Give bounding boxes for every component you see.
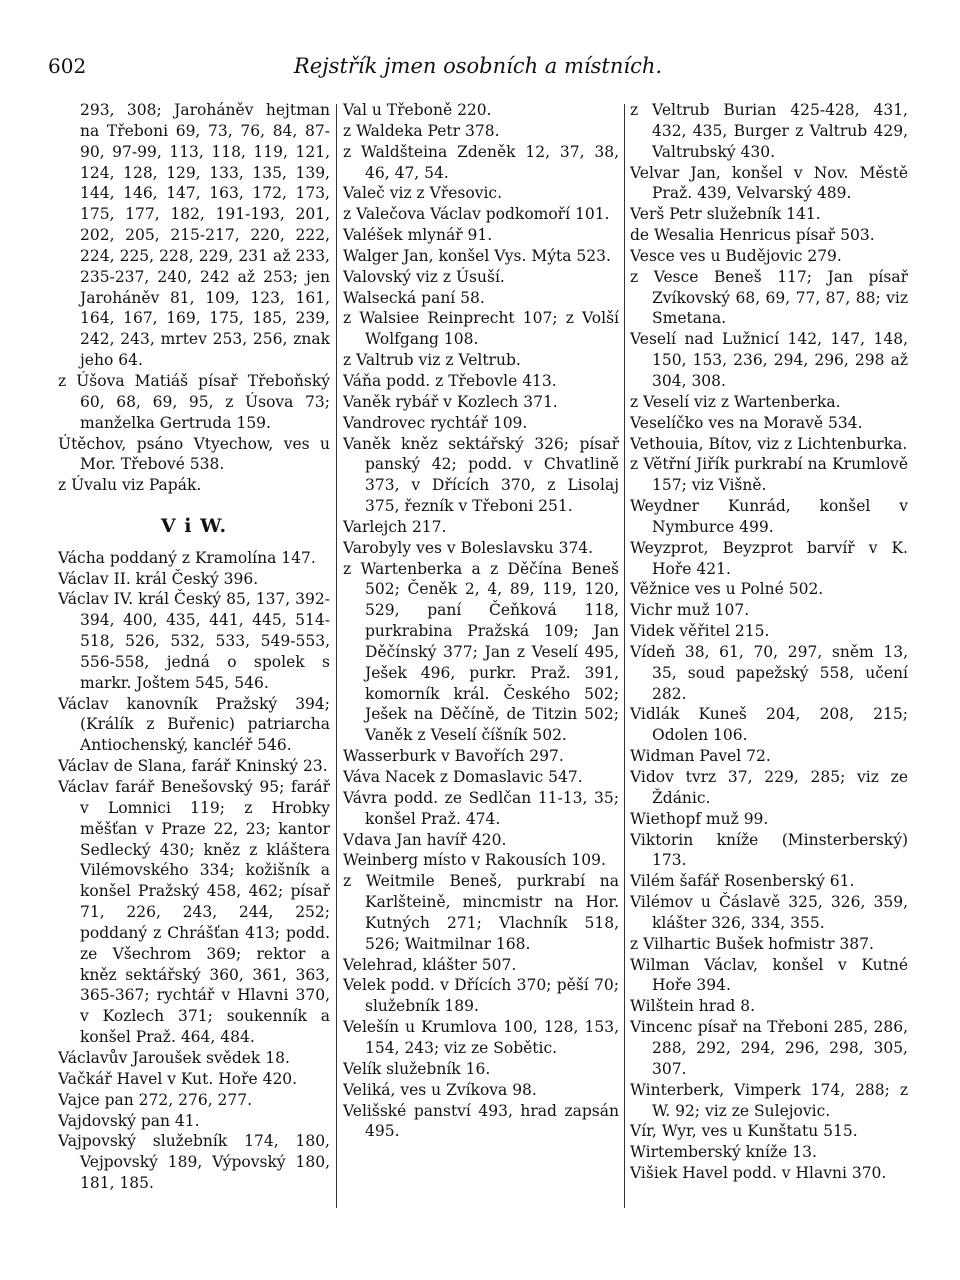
index-entry: Veselí nad Lužnicí 142, 147, 148, 150, 153, 236, 294, 296, 298 až 304, 308. [630,330,908,390]
index-entry: z Waldeka Petr 378. [343,121,500,140]
index-entry: Verš Petr služebník 141. [630,205,821,224]
running-title: Rejstřík jmen osobních a místních. [293,54,663,78]
index-entry: Vír, Wyr, ves u Kunštatu 515. [630,1122,858,1141]
index-entry: Veliká, ves u Zvíkova 98. [343,1080,537,1099]
index-entry: Velešín u Krumlova 100, 128, 153, 154, 243; viz ze Sobětic. [343,1018,619,1057]
index-entry: Videk věřitel 215. [630,622,770,641]
index-entry: Widman Pavel 72. [630,747,771,766]
index-entry: 293, 308; Jaroháněv hejtman na Třeboni 69, 73, 76, 84, 87-90, 97-99, 113, 118, 119, 121, 124, 128, 129, 133, 135, 139, 144, 146, 147, 163, 172, 173, 175, 177, 182, 191-193, 201, 202, 205, 215-217, 220, 222, 224, 225, 228, 229, 231 až 233, 235-237, 240, 242 až 253; jen Jaroháněv 81, 109, 123, 161, 164, 167, 169, 175, 185, 239, 242, 243, mrtev 253, 256, znak jeho 64. [80,101,330,370]
index-entry: Vichr muž 107. [630,601,750,620]
index-entry: Višiek Havel podd. v Hlavni 370. [630,1164,887,1183]
index-entry: Václav IV. král Český 85, 137, 392-394, 400, 435, 441, 445, 514-518, 526, 532, 533, 549-553, 556-558, jedná o spolek s markr. Joštem 545, 546. [58,590,330,692]
index-entry: Vaněk kněz sektářský 326; písař panský 42; podd. v Chvatlině 373, v Dřících 370, z Lisolaj 375, řezník v Třeboni 251. [343,434,619,516]
index-entry: z Veltrub Burian 425-428, 431, 432, 435, Burger z Valtrub 429, Valtrubský 430. [630,101,908,161]
index-entry: Wirtemberský kníže 13. [630,1143,817,1162]
index-entry: Vávra podd. ze Sedlčan 11-13, 35; konšel Praž. 474. [343,788,619,828]
index-entry: Wiethopf muž 99. [630,809,769,828]
index-entry: Viktorin kníže (Minsterberský) 173. [630,830,908,870]
index-entry: Vajdovský pan 41. [58,1111,200,1130]
column-3 [630,100,908,1212]
index-entry: z Veselí viz z Wartenberka. [630,392,841,411]
index-entry: Walsecká paní 58. [343,288,485,307]
index-entry: Varobyly ves v Boleslavsku 374. [343,538,594,557]
section-heading: V i W. [160,515,228,538]
column-2 [343,100,619,1212]
index-entry: z Weitmile Beneš, purkrabí na Karlšteině, mincmistr na Hor. Kutných 271; Vlachník 518, 526; Waitmilnar 168. [343,872,619,953]
index-columns [58,100,908,1212]
index-entry: Vincenc písař na Třeboni 285, 286, 288, 292, 294, 296, 298, 305, 307. [630,1018,908,1078]
column-2-entries [343,100,619,1142]
index-entry: Weyzprot, Beyzprot barvíř v K. Hoře 421. [630,538,908,578]
index-entry: Vethouia, Bítov, viz z Lichtenburka. [630,434,908,453]
index-entry: Wasserburk v Bavořích 297. [343,747,564,766]
index-entry: Vajpovský služebník 174, 180, Vejpovský 189, Výpovský 180, 181, 185. [58,1132,330,1193]
index-entry: Václav kanovník Pražský 394; (Králík z Buřenic) patriarcha Antiochenský, kancléř 546. [58,694,330,755]
index-entry: Winterberk, Vimperk 174, 288; z W. 92; viz ze Sulejovic. [630,1080,908,1120]
index-entry: Weydner Kunrád, konšel v Nymburce 499. [630,497,908,536]
index-entry: Věžnice ves u Polné 502. [630,580,824,599]
index-entry: Vídeň 38, 61, 70, 297, sněm 13, 35, soud papežský 558, učení 282. [630,642,908,703]
index-entry: z Wartenberka a z Děčína Beneš 502; Čeněk 2, 4, 89, 119, 120, 529, paní Čeňková 118, purkrabina Pražská 109; Jan Děčínský 377; Jan z Veselí 495, Ješek 496, purkr. Praž. 391, komorník král. Českého 502; Ješek na Děčíně, de Titzin 502; Vaněk z Veselí číšník 502. [343,559,619,745]
index-entry: Velišské panství 493, hrad zapsán 495. [343,1101,619,1141]
index-entry: Velík služebník 16. [343,1059,491,1078]
index-entry: Václav II. král Český 396. [58,569,259,588]
index-entry: Váňa podd. z Třebovle 413. [343,371,557,390]
column-1 [58,100,330,1212]
index-entry: Vajce pan 272, 276, 277. [58,1090,253,1109]
column-divider-1 [336,104,337,1208]
index-entry: Václav de Slana, farář Kninský 23. [58,757,328,776]
index-entry: Vidlák Kuneš 204, 208, 215; Odolen 106. [630,705,908,745]
index-entry: Valéšek mlynář 91. [343,226,493,245]
index-entry: Varlejch 217. [343,517,447,536]
index-entry: z Valtrub viz z Veltrub. [343,351,521,370]
index-entry: z Waldšteina Zdeněk 12, 37, 38, 46, 47, 54. [343,142,619,182]
index-entry: z Úšova Matiáš písař Třeboňský 60, 68, 69, 95, z Úsova 73; manželka Gertruda 159. [58,371,330,432]
index-entry: Vandrovec rychtář 109. [343,413,528,432]
index-entry: z Vilhartic Bušek hofmistr 387. [630,934,874,953]
index-entry: Valovský viz z Úsuší. [343,267,505,286]
index-entry: Velehrad, klášter 507. [343,955,517,974]
index-entry: Útěchov, psáno Vtyechow, ves u Mor. Třebové 538. [58,434,330,474]
index-entry: de Wesalia Henricus písař 503. [630,226,875,245]
index-entry: z Větřní Jiřík purkrabí na Krumlově 157; viz Višně. [630,455,908,495]
index-entry: z Valečova Václav podkomoří 101. [343,205,610,224]
index-entry: Weinberg místo v Rakousích 109. [343,851,606,870]
index-entry: Velek podd. v Dřících 370; pěší 70; služebník 189. [343,976,619,1016]
index-entry: z Úvalu viz Papák. [58,476,202,495]
index-entry: Walger Jan, konšel Vys. Mýta 523. [343,246,611,265]
index-entry: Veselíčko ves na Moravě 534. [630,413,863,432]
column-1-entries-after [58,548,330,1194]
index-entry: Václav farář Benešovský 95; farář v Lomnici 119; z Hrobky měšťan v Praze 22, 23; kantor Sedlecký 430; kněz z kláštera Vilémovského 334; kožišník a konšel Pražský 458, 462; písař 71, 226, 243, 244, 252; poddaný z Chrášťan 413; podd. ze Všechrom 369; rektor a kněz sektářský 360, 361, 363, 365-367; rychtář v Hlavni 370, v Kozlech 371; soukenník a konšel Praž. 464, 484. [58,778,330,1047]
index-entry: Vidov tvrz 37, 229, 285; viz ze Ždánic. [630,768,908,807]
index-entry: Wilman Václav, konšel v Kutné Hoře 394. [630,955,908,995]
index-entry: Valeč viz z Vřesovic. [343,184,503,203]
index-entry: Wilštein hrad 8. [630,997,756,1016]
index-entry: Váva Nacek z Domaslavic 547. [343,768,583,786]
index-entry: Vilémov u Čáslavě 325, 326, 359, klášter 326, 334, 355. [630,893,908,932]
page-number: 602 [48,54,87,78]
index-entry: Vilém šafář Rosenberský 61. [630,872,855,891]
index-entry: Vdava Jan havíř 420. [343,830,507,849]
page-header [48,50,908,82]
index-entry: Václavův Jaroušek svědek 18. [58,1048,290,1067]
index-entry: Vácha poddaný z Kramolína 147. [58,548,316,567]
index-entry: Vačkář Havel v Kut. Hoře 420. [58,1069,298,1088]
index-entry: Velvar Jan, konšel v Nov. Městě Praž. 439, Velvarský 489. [630,163,908,203]
column-3-entries [630,100,908,1184]
index-entry: z Walsiee Reinprecht 107; z Volší Wolfgang 108. [343,309,619,349]
index-entry: Vesce ves u Budějovic 279. [630,246,842,265]
column-1-entries-before [58,100,330,496]
index-entry: Vaněk rybář v Kozlech 371. [343,392,558,411]
index-entry: z Vesce Beneš 117; Jan písař Zvíkovský 68, 69, 77, 87, 88; viz Smetana. [630,267,908,328]
index-entry: Val u Třeboně 220. [343,101,492,119]
column-divider-2 [624,104,625,1208]
